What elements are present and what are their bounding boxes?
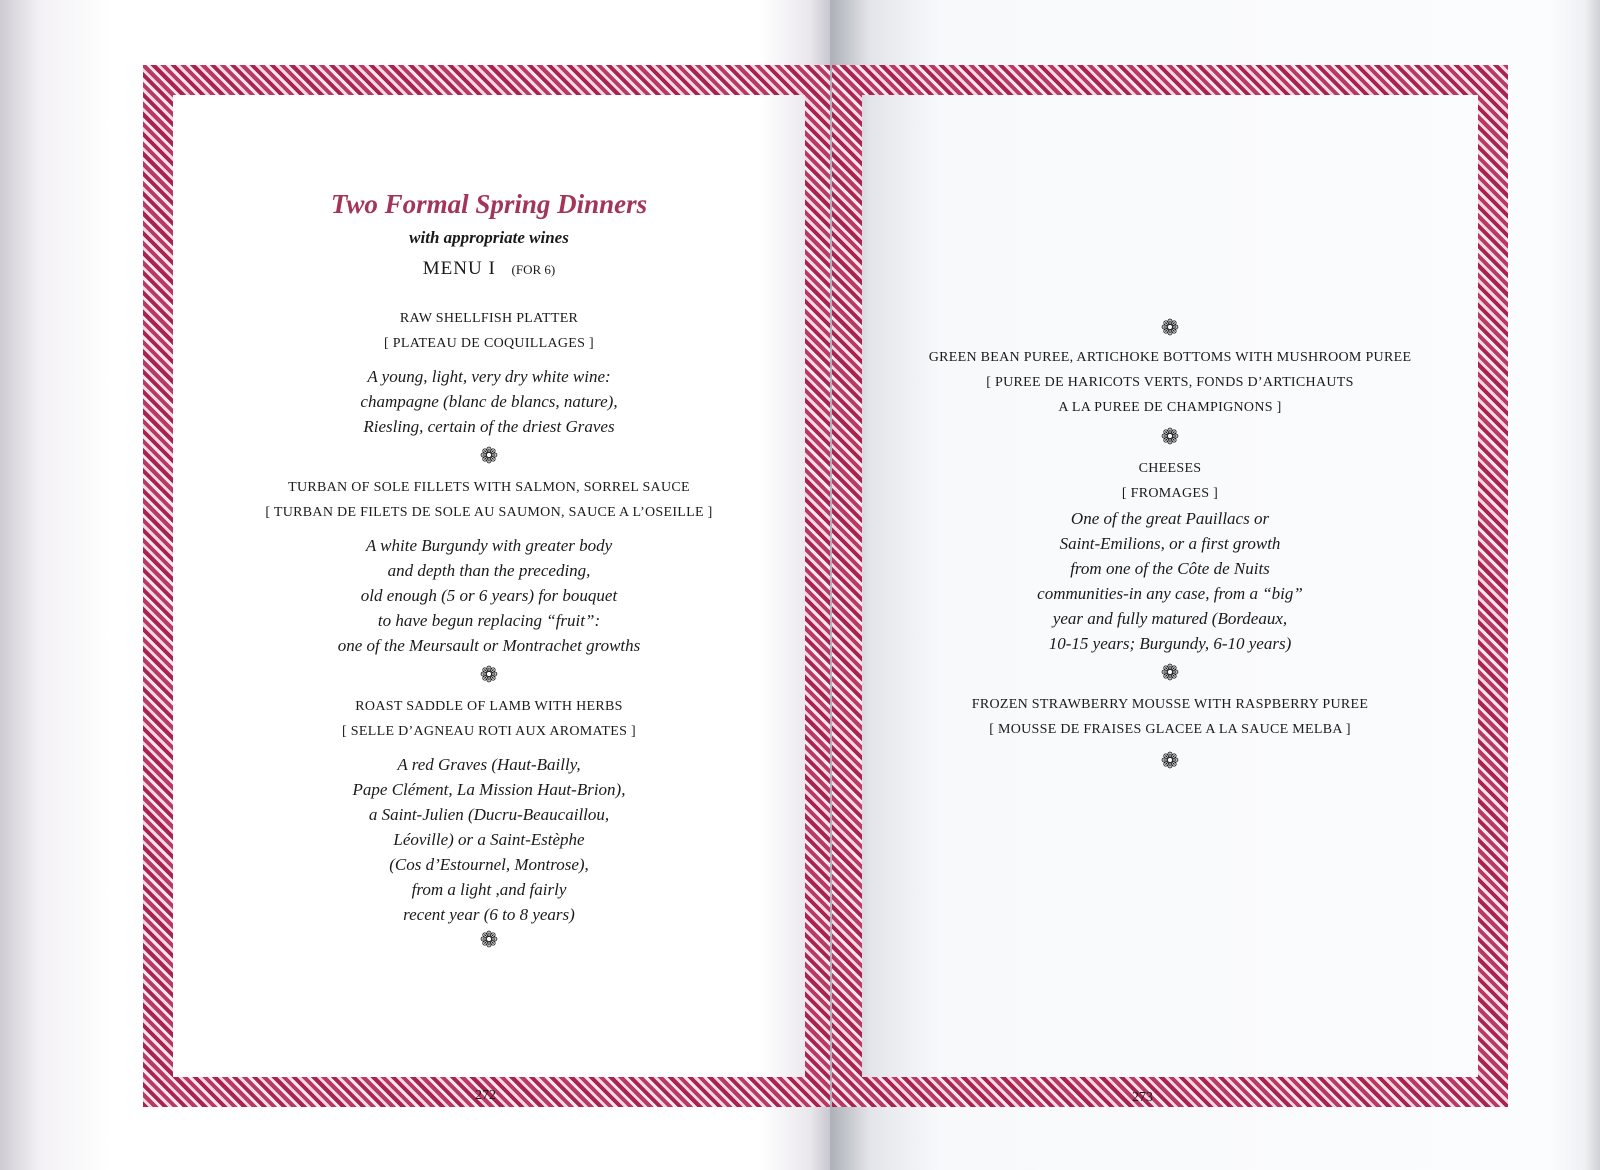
wine-line: 10-15 years; Burgundy, 6-10 years) — [1048, 634, 1292, 653]
ornament-icon: ❁ — [479, 927, 499, 952]
wine-line: and depth than the preceding, — [387, 561, 591, 580]
course-french-name: [ TURBAN DE FILETS DE SOLE AU SAUMON, SAUCE A L’OSEILLE ] — [265, 505, 713, 520]
course-dish: RAW SHELLFISH PLATTER — [399, 311, 579, 326]
wine-line: A young, light, very dry white wine: — [367, 367, 611, 386]
ornament-icon: ❁ — [479, 662, 499, 687]
wine-line: recent year (6 to 8 years) — [403, 905, 575, 924]
course-french-name: [ PUREE DE HARICOTS VERTS, FONDS D’ARTICHAUTS — [986, 375, 1354, 390]
wine-line: from a light ,and fairly — [411, 880, 567, 899]
wine-line: A red Graves (Haut-Bailly, — [397, 755, 581, 774]
menu-serving-note: (FOR 6) — [511, 262, 556, 277]
wine-line: old enough (5 or 6 years) for bouquet — [360, 586, 618, 605]
menu-label: MENU I — [422, 258, 496, 279]
ornament-icon: ❁ — [479, 443, 499, 468]
menu-title: Two Formal Spring Dinners — [330, 189, 648, 219]
course-dish: CHEESES — [1138, 461, 1202, 476]
right-page-content — [862, 95, 1478, 772]
course-french-name: [ SELLE D’AGNEAU ROTI AUX AROMATES ] — [342, 724, 636, 739]
course-french-name: [ MOUSSE DE FRAISES GLACEE A LA SAUCE MELBA ] — [989, 722, 1351, 737]
left-page-content — [173, 95, 805, 951]
course-french-name: A LA PUREE DE CHAMPIGNONS ] — [1058, 400, 1282, 415]
wine-line: one of the Meursault or Montrachet growths — [337, 636, 641, 655]
wine-line: from one of the Côte de Nuits — [1070, 559, 1270, 578]
wine-line: to have begun replacing “fruit”: — [377, 611, 601, 630]
course-dish: GREEN BEAN PUREE, ARTICHOKE BOTTOMS WITH MUSHROOM PUREE — [928, 350, 1412, 365]
ornament-icon: ❁ — [1160, 748, 1180, 773]
wine-line: year and fully matured (Bordeaux, — [1052, 609, 1288, 628]
course-dish: TURBAN OF SOLE FILLETS WITH SALMON, SORREL SAUCE — [288, 480, 690, 495]
ornament-icon: ❁ — [1160, 424, 1180, 449]
menu-heading — [173, 258, 805, 280]
wine-line: Saint-Emilions, or a first growth — [1059, 534, 1281, 553]
wine-line: (Cos d’Estournel, Montrose), — [389, 855, 589, 874]
wine-line: A white Burgundy with greater body — [365, 536, 613, 555]
ornament-icon: ❁ — [1160, 660, 1180, 685]
wine-line: a Saint-Julien (Ducru-Beaucaillou, — [368, 805, 610, 824]
page-number-left: 272 — [475, 1088, 496, 1103]
wine-line: One of the great Pauillacs or — [1070, 509, 1270, 528]
course-french-name: [ PLATEAU DE COQUILLAGES ] — [384, 336, 594, 351]
wine-line: champagne (blanc de blancs, nature), — [360, 392, 618, 411]
wine-line: Léoville) or a Saint-Estèphe — [393, 830, 585, 849]
course-dish: FROZEN STRAWBERRY MOUSSE WITH RASPBERRY PUREE — [971, 697, 1369, 712]
page-number-right: 273 — [1132, 1090, 1153, 1105]
ornament-icon: ❁ — [1160, 315, 1180, 340]
course-french-name: [ FROMAGES ] — [1121, 486, 1219, 501]
wine-line: Pape Clément, La Mission Haut-Brion), — [352, 780, 626, 799]
wine-line: communities-in any case, from a “big” — [1037, 584, 1303, 603]
course-dish: ROAST SADDLE OF LAMB WITH HERBS — [355, 699, 623, 714]
wine-line: Riesling, certain of the driest Graves — [363, 417, 615, 436]
menu-subtitle: with appropriate wines — [409, 228, 569, 247]
